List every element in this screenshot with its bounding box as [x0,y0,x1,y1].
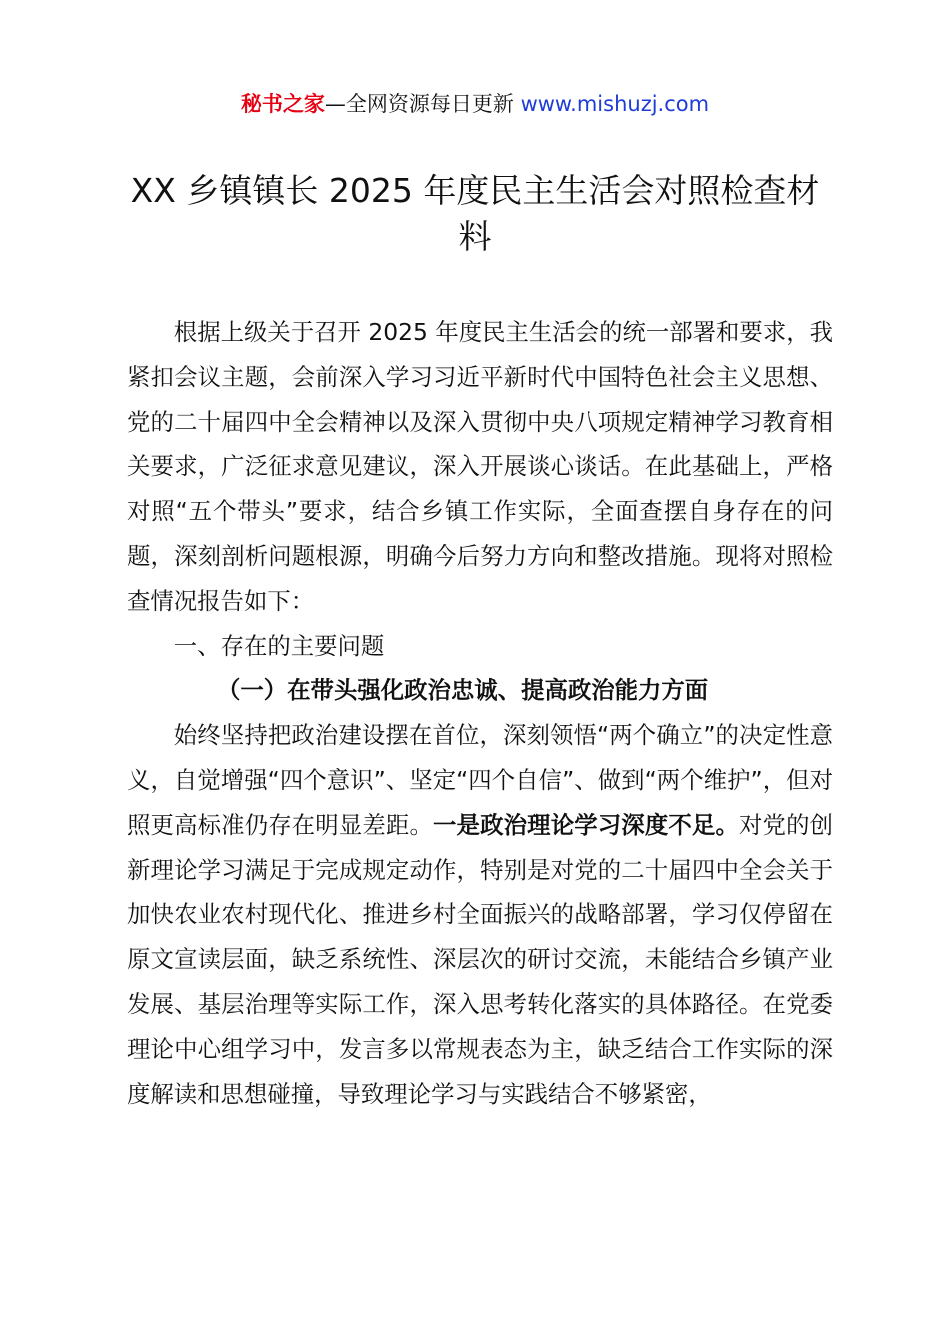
site-slogan: —全网资源每日更新 [324,92,521,116]
paragraph-text-part1: 始终坚持把政治建设摆在首位，深刻领悟“两个确立”的决定性意义，自觉增强“四个意识”、坚定“四个自信”、做到“两个维护”，但对照更高标准仍存在明显差距。 [127,721,833,839]
subsection-heading: （一）在带头强化政治忠诚、提高政治能力方面 [217,676,709,705]
site-brand: 秘书之家 [240,92,325,116]
paragraph-text-part2: 对党的创新理论学习满足于完成规定动作，特别是对党的二十届四中全会关于加快农业农村现代化、推进乡村全面振兴的战略部署，学习仅停留在原文宣读层面，缺乏系统性、深层次的研讨交流，未能结合乡镇产业发展、基层治理等实际工作，深入思考转化落实的具体路径。在党委理论中心组学习中，发言多以常规表态为主，缺乏结合工作实际的深度解读和思想碰撞，导致理论学习与实践结合不够紧密， [127,810,834,1108]
paragraph-bold-point: 一是政治理论学习深度不足。 [433,810,739,839]
intro-paragraph: 根据上级关于召开 2025 年度民主生活会的统一部署和要求，我紧扣会议主题，会前深入学习习近平新时代中国特色社会主义思想、党的二十届四中全会精神以及深入贯彻中央八项规定精神学习教育相关要求，广泛征求意见建议，深入开展谈心谈话。在此基础上，严格对照“五个带头”要求，结合乡镇工作实际，全面查摆自身存在的问题，深刻剖析问题根源，明确今后努力方向和整改措施。现将对照检查情况报告如下： [127,318,833,615]
body-paragraph [127,713,833,1116]
document-body [127,310,833,1116]
site-header [0,88,950,120]
document-title: XX 乡镇镇长 2025 年度民主生活会对照检查材料 [130,171,820,256]
site-url-link[interactable]: www.mishuzj.com [520,92,710,116]
section-heading: 一、存在的主要问题 [173,631,385,660]
